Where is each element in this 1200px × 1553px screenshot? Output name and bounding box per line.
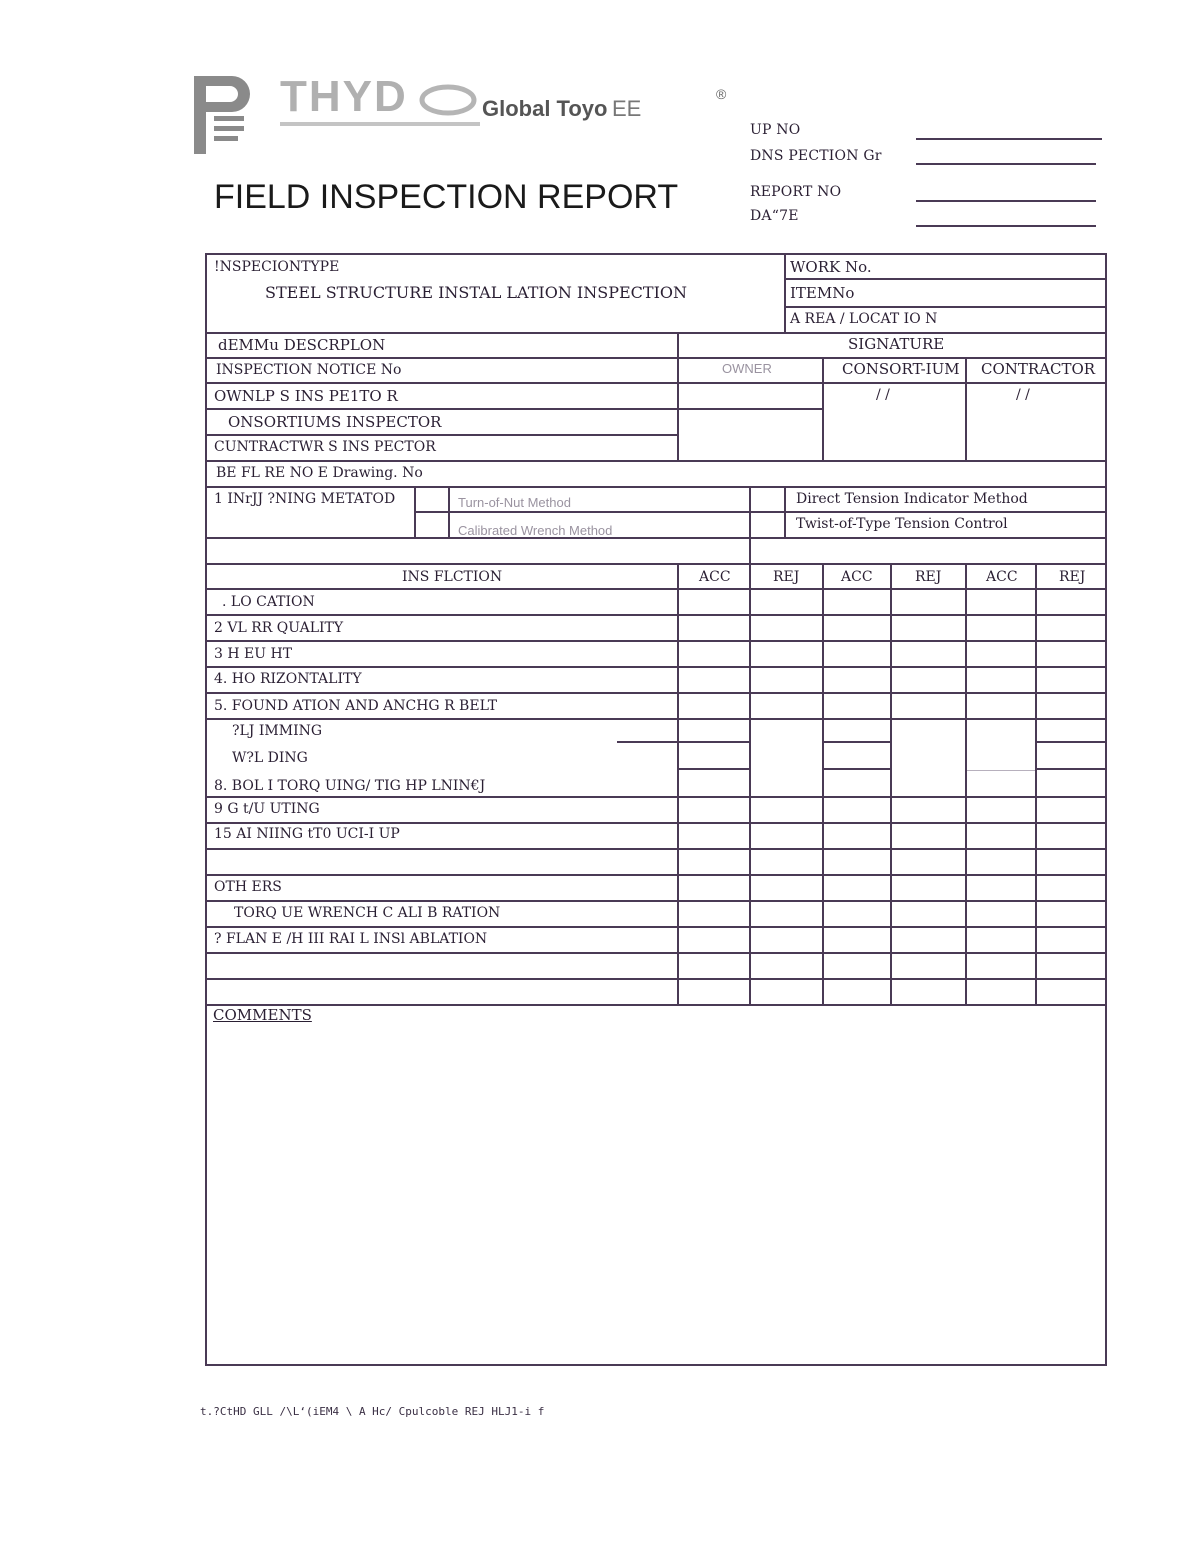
inspection-item-bolt-torquing: 8. BOL I TORQ UING/ TIG HP LNIN€J bbox=[214, 778, 486, 794]
dti-label: Direct Tension Indicator Method bbox=[796, 491, 1028, 507]
brand-logo-text: THYD bbox=[280, 72, 408, 121]
contractor-date-slashes[interactable]: / / bbox=[1016, 387, 1030, 403]
brand-swoosh bbox=[418, 82, 478, 118]
comments-label: COMMENTS bbox=[213, 1006, 312, 1024]
reference-drawing-label: BE FL RE NO E Drawing. No bbox=[216, 465, 423, 481]
consortium-date-slashes[interactable]: / / bbox=[876, 387, 890, 403]
inspection-item-torque-wrench: TORQ UE WRENCH C ALI B RATION bbox=[234, 905, 501, 921]
twist-type-label: Twist-of-Type Tension Control bbox=[796, 516, 1008, 532]
top-divider-v bbox=[784, 253, 786, 333]
inspection-item-height: 3 H EU HT bbox=[214, 646, 293, 662]
contractors-inspector-label: CUNTRACTWR S INS PECTOR bbox=[214, 439, 436, 455]
inspection-header-label: INS FLCTION bbox=[402, 569, 503, 585]
item-description-label: dEMMu DESCRPLON bbox=[218, 336, 386, 354]
owners-inspector-label: OWNLP S INS PE1TO R bbox=[214, 387, 398, 405]
turn-of-nut-label: Turn-of-Nut Method bbox=[458, 495, 571, 510]
header-field-label-inspection: DNS PECTION Gr bbox=[750, 148, 882, 164]
signature-label: SIGNATURE bbox=[848, 335, 945, 353]
inspection-item-others: OTH ERS bbox=[214, 879, 282, 895]
inspection-item-grouting: 9 G t/U UTING bbox=[214, 801, 320, 817]
header-field-date[interactable] bbox=[916, 225, 1096, 227]
header-field-inspection[interactable] bbox=[916, 163, 1096, 165]
col-rej-contractor: REJ bbox=[1059, 569, 1086, 585]
area-location-label[interactable]: A REA / LOCAT IO N bbox=[790, 311, 938, 327]
tightening-method-label: 1 INrJJ ?NING METATOD bbox=[214, 491, 396, 507]
inspection-item-horizontality: 4. HO RIZONTALITY bbox=[214, 671, 362, 687]
item-no-label[interactable]: ITEMNo bbox=[790, 284, 855, 302]
inspection-type-label: !NSPECIONTYPE bbox=[214, 259, 340, 275]
col-acc-contractor: ACC bbox=[986, 569, 1018, 585]
consortiums-inspector-label: ONSORTIUMS INSPECTOR bbox=[228, 413, 442, 431]
report-title: FIELD INSPECTION REPORT bbox=[214, 178, 679, 216]
header-field-label-up-no: UP NO bbox=[750, 122, 801, 138]
calibrated-wrench-label: Calibrated Wrench Method bbox=[458, 523, 613, 538]
inspection-type-value: STEEL STRUCTURE INSTAL LATION INSPECTION bbox=[265, 283, 687, 302]
header-field-report-no[interactable] bbox=[916, 200, 1096, 202]
twist-type-checkbox[interactable] bbox=[751, 513, 784, 537]
calibrated-wrench-checkbox[interactable] bbox=[416, 513, 448, 537]
inspection-item-quality: 2 VL RR QUALITY bbox=[214, 620, 344, 636]
registered-mark: ® bbox=[716, 86, 727, 102]
inspection-item-handrail: ? FLAN E /H III RAI L INSl ABLATION bbox=[214, 931, 488, 947]
inspection-item-location: . LO CATION bbox=[222, 594, 315, 610]
inspection-item-welding: W?L DING bbox=[232, 750, 308, 766]
partner-logo-text: Global Toyo bbox=[482, 96, 608, 121]
dti-checkbox[interactable] bbox=[751, 488, 784, 511]
col-rej-consortium: REJ bbox=[915, 569, 942, 585]
inspection-item-foundation: 5. FOUND ATION AND ANCHG R BELT bbox=[214, 698, 498, 714]
inspection-notice-label: INSPECTION NOTICE No bbox=[216, 362, 402, 378]
company-logo bbox=[190, 70, 250, 158]
header-field-label-date: DA“7E bbox=[750, 208, 799, 224]
col-acc-consortium: ACC bbox=[841, 569, 873, 585]
inspection-item-painting: 15 AI NIING tT0 UCI-I UP bbox=[214, 826, 400, 842]
footer-text: t.?CtHD GLL /\L‘(iEM4 \ A Hc/ Cpulcoble REJ HLJ1-i f bbox=[200, 1405, 545, 1418]
owner-column-label: OWNER bbox=[722, 361, 772, 376]
work-no-label[interactable]: WORK No. bbox=[790, 258, 872, 276]
comments-area[interactable] bbox=[207, 1030, 1105, 1364]
partner-logo-suffix: EE bbox=[612, 96, 642, 121]
consortium-column-label: CONSORT-IUM bbox=[842, 360, 960, 378]
logo-strip bbox=[280, 122, 480, 126]
contractor-column-label: CONTRACTOR bbox=[981, 360, 1096, 378]
header-field-up-no[interactable] bbox=[916, 138, 1102, 140]
turn-of-nut-checkbox[interactable] bbox=[416, 488, 448, 511]
col-acc-owner: ACC bbox=[699, 569, 731, 585]
inspection-item-trimming: ?LJ IMMING bbox=[232, 723, 323, 739]
col-rej-owner: REJ bbox=[773, 569, 800, 585]
header-field-label-report-no: REPORT NO bbox=[750, 184, 842, 200]
